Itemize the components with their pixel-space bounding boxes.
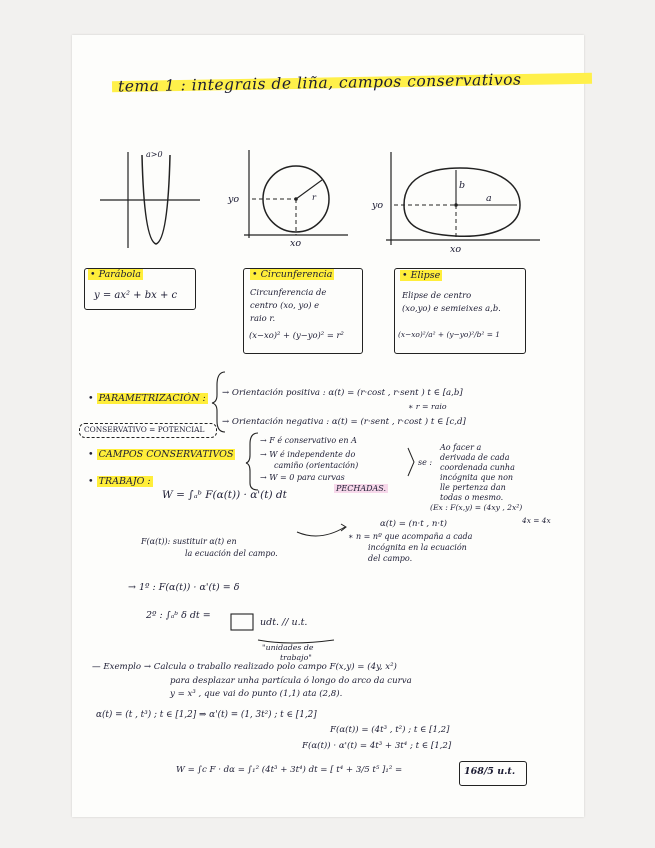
step-2: 2º : ∫ₐᵇ δ dt = xyxy=(146,610,211,621)
param-positive: → Orientación positiva : α(t) = (r·cost , r·sent ) t ∈ [a,b] xyxy=(222,388,463,398)
circle-heading-text: Circunferencia xyxy=(260,269,333,280)
fields-se: se : xyxy=(418,458,433,467)
circle-heading: • Circunferencia xyxy=(252,269,333,280)
work-label-text: TRABAJO : xyxy=(98,476,151,487)
fields-note-6: todas o mesmo. xyxy=(440,493,504,502)
conservative-note: CONSERVATIVO = POTENCIAL xyxy=(84,425,205,434)
ellipse-heading-text: Elipse xyxy=(410,270,441,281)
fields-note-2: derivada de cada xyxy=(440,453,510,462)
fields-cond-2: → W é independente do xyxy=(260,450,356,459)
ellipse-b-label: b xyxy=(459,180,466,191)
circle-line-1: Circunferencia de xyxy=(250,287,327,297)
work-n-note-3: del campo. xyxy=(368,554,413,563)
parabola-heading-text: Parábola xyxy=(98,269,141,280)
ellipse-equation: (x−xo)²/a² + (y−yo)²/b² = 1 xyxy=(398,330,500,339)
ellipse-line-2: (xo,yo) e semieixes a,b. xyxy=(402,303,501,313)
fields-note-5: lle pertenza dan xyxy=(440,483,506,492)
ellipse-x-label: xo xyxy=(450,244,462,255)
work-formula: W = ∫ₐᵇ F(α(t)) · α'(t) dt xyxy=(162,489,287,501)
circle-r-label: r xyxy=(312,192,317,202)
work-unit-note-2: trabajo" xyxy=(280,653,312,662)
example-result-4: W = ∫c F · dα = ∫₁² (4t³ + 3t⁴) dt = [ t⁴ + 3/5 t⁵ ]₁² = xyxy=(176,765,403,775)
work-unit-note-1: "unidades de xyxy=(262,643,314,652)
circle-y-label: yo xyxy=(228,194,240,205)
step-1: → 1º : F(α(t)) · α'(t) = δ xyxy=(128,582,240,593)
fields-label: • CAMPOS CONSERVATIVOS xyxy=(88,449,234,460)
fields-example: (Ex : F(x,y) = (4xy , 2x²) xyxy=(430,503,523,512)
work-unit: udt. // u.t. xyxy=(260,617,308,628)
example-result-2: F(α(t)) = (4t³ , t²) ; t ∈ [1,2] xyxy=(330,725,450,735)
page-title: tema 1 : integrais de liña, campos conservativos xyxy=(117,70,522,96)
ellipse-a-label: a xyxy=(486,193,492,204)
work-n-note-2: incógnita en la ecuación xyxy=(368,543,467,552)
circle-equation: (x−xo)² + (y−yo)² = r² xyxy=(249,330,344,340)
work-alpha: α(t) = (n·t , n·t) xyxy=(380,519,447,529)
fields-cond-1: → F é conservativo en A xyxy=(260,436,357,445)
fields-cond-3: camiño (orientación) xyxy=(274,461,359,470)
parabola-equation: y = ax² + bx + c xyxy=(94,290,178,301)
circle-line-2: centro (xo, yo) e xyxy=(250,300,320,310)
fields-note-3: coordenada cunha xyxy=(440,463,515,472)
work-sub-1: F(α(t)): sustituir α(t) en xyxy=(141,537,237,546)
fields-note-4: incógnita que non xyxy=(440,473,514,482)
work-n-note-1: ∗ n = nº que acompaña a cada xyxy=(348,532,473,541)
fields-cond-4: → W = 0 para curvas xyxy=(260,473,345,482)
circle-line-3: raio r. xyxy=(250,313,276,323)
example-result-1: α(t) = (t , t³) ; t ∈ [1,2] ⇒ α'(t) = (1, 3t²) ; t ∈ [1,2] xyxy=(96,710,317,720)
ellipse-heading: • Elipse xyxy=(402,270,441,281)
work-label: • TRABAJO : xyxy=(88,476,151,487)
example-answer: 168/5 u.t. xyxy=(464,766,516,777)
example-line-2: para desplazar unha partícula ó longo do arco da curva xyxy=(170,676,412,686)
ellipse-line-1: Elipse de centro xyxy=(402,290,472,300)
param-negative: → Orientación negativa : α(t) = (r·sent , r·cost ) t ∈ [c,d] xyxy=(222,417,466,427)
fields-closed-text: PECHADAS. xyxy=(336,484,387,493)
ellipse-y-label: yo xyxy=(372,200,384,211)
example-result-3: F(α(t)) · α'(t) = 4t³ + 3t⁴ ; t ∈ [1,2] xyxy=(302,741,452,751)
circle-box xyxy=(243,268,363,354)
fields-label-text: CAMPOS CONSERVATIVOS xyxy=(98,449,234,460)
work-sub-2: la ecuación del campo. xyxy=(185,549,278,558)
parabola-condition: a>0 xyxy=(146,150,163,159)
param-label-text: PARAMETRIZACIÓN : xyxy=(98,393,206,404)
fields-note-1: Ao facer a xyxy=(440,443,482,452)
example-line-3: y = x³ , que vai do punto (1,1) ata (2,8). xyxy=(170,689,343,699)
circle-x-label: xo xyxy=(290,238,302,249)
fields-example-2: 4x = 4x xyxy=(522,516,551,525)
fields-closed xyxy=(334,484,388,493)
parabola-heading: • Parábola xyxy=(90,269,141,280)
example-line-1: — Exemplo → Calcula o traballo realizado polo campo F(x,y) = (4y, x²) xyxy=(92,662,397,672)
param-label: • PARAMETRIZACIÓN : xyxy=(88,393,206,404)
param-radius-note: ∗ r = raio xyxy=(408,402,447,411)
